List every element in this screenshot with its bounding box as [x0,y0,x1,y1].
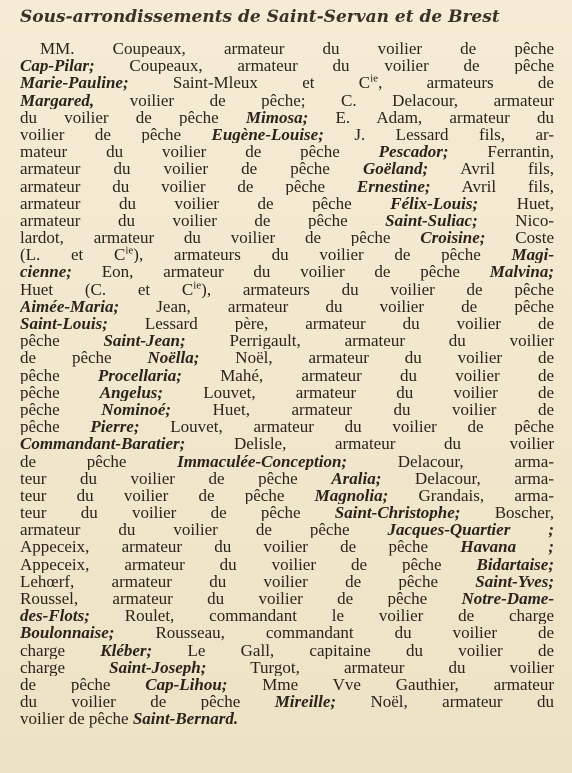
text-segment: Lehœrf, armateur du voilier de pêche [20,572,476,590]
text-segment: Nico- [477,211,554,230]
vessel-name: Saint-Joseph; [109,658,207,676]
text-segment: Mahé, armateur du voilier de [181,366,554,384]
vessel-name: Jacques-Quartier ; [387,521,554,539]
vessel-name: Nominoé; [101,400,172,419]
vessel-name: Margared, [20,91,95,109]
text-segment: Noël, armateur du [336,693,554,711]
text-line [20,126,554,143]
vessel-name: Angelus; [99,383,164,401]
text-line [20,281,554,298]
text-line [20,40,554,57]
text-segment: Roulet, commandant le voilier de charge [89,607,554,625]
text-segment: Ferrantin, [448,143,554,161]
vessel-name: Saint-Jean; [103,332,186,350]
text-segment: teur du voilier de pêche [20,469,332,487]
text-segment: armateur du voilier de pêche [20,521,388,539]
vessel-name: Cap-Pilar; [20,57,95,75]
vessel-name: Aimée-Maria; [20,297,120,315]
vessel-name: Mireille; [274,693,337,711]
text-segment: ), armateurs du voilier de pêche [133,246,512,264]
text-segment: ), armateurs du voilier de pêche [201,280,554,298]
text-line [20,74,554,91]
text-segment: , armateurs de [378,74,554,92]
text-segment: MM. Coupeaux, armateur du voilier de pêche [40,40,554,58]
text-line [20,710,554,727]
text-segment: Roussel, armateur du voilier de pêche [20,590,462,608]
text-segment: Delacour, arma- [381,469,554,487]
vessel-name: Ernestine; [356,177,431,195]
vessel-name: des-Flots; [20,607,90,625]
text-line [20,263,554,280]
text-line [20,229,554,246]
text-segment: pêche [20,366,98,384]
text-segment: voilier de pêche [20,125,212,144]
text-segment: du voilier de pêche [20,693,275,711]
vessel-name: Procellaria; [97,366,182,384]
section-heading: Sous-arrondissements de Saint-Servan et de Brest [20,7,500,27]
text-segment: Louvet, armateur du voilier de pêche [139,418,554,436]
vessel-name: Immaculée-Conception; [177,452,348,470]
text-line [20,607,554,624]
text-segment: pêche [20,400,102,419]
text-line [20,590,554,607]
vessel-name: cienne; [20,263,72,281]
text-segment: Appeceix, armateur du voilier de pêche [20,538,461,556]
text-segment: pêche [20,383,100,401]
text-segment: voilier de pêche; C. Delacour, armateur [94,91,554,109]
text-line [20,315,554,332]
text-segment: Louvet, armateur du voilier de [163,383,554,401]
vessel-name: Saint-Bernard. [132,710,239,728]
text-segment: Appeceix, armateur du voilier de pêche [20,555,477,573]
text-line [20,470,554,487]
text-segment: Grandais, arma- [388,486,554,505]
text-segment: J. Lessard fils, ar- [323,125,554,144]
text-segment: charge [20,658,110,676]
text-line [20,504,554,521]
text-segment: Turgot, armateur du voilier [206,658,554,676]
text-line [20,453,554,470]
text-segment: du voilier de pêche [20,108,246,126]
superscript: ie [125,246,134,257]
superscript: ie [193,280,202,291]
text-line [20,659,554,676]
text-line [20,212,554,229]
vessel-name: Bidartaise; [476,555,554,573]
text-line [20,487,554,504]
text-line [20,401,554,418]
vessel-name: Mimosa; [245,108,309,126]
text-segment: Delacour, arma- [347,452,554,470]
vessel-name: Marie-Pauline; [20,74,129,92]
text-line [20,693,554,710]
text-line [20,367,554,384]
text-segment: Boscher, [460,504,554,522]
text-line [20,676,554,693]
text-segment: teur du voilier de pêche [20,486,315,505]
vessel-name: Saint-Yves; [475,572,554,590]
text-segment: armateur du voilier de pêche [20,177,357,195]
text-line [20,332,554,349]
text-line [20,298,554,315]
vessel-name: Saint-Louis; [20,315,108,333]
vessel-name: Saint-Suliac; [385,211,478,230]
text-segment: teur du voilier de pêche [20,504,335,522]
vessel-name: Noëlla; [147,349,200,367]
vessel-name: Félix-Louis; [390,194,479,212]
text-line [20,624,554,641]
text-segment: lardot, armateur du voilier de pêche [20,229,421,247]
text-segment: Huet, [478,194,554,212]
text-line [20,92,554,109]
text-segment: Noël, armateur du voilier de [199,349,554,367]
text-segment: de pêche [20,349,148,367]
text-segment: Rousseau, commandant du voilier de [114,624,554,642]
text-line [20,349,554,366]
text-line [20,418,554,435]
vessel-name: Croisine; [420,229,486,247]
text-segment: (L. et C [20,246,126,264]
text-segment: Delisle, armateur du voilier [185,435,554,453]
text-line [20,160,554,177]
text-line [20,143,554,160]
vessel-name: Havana ; [460,538,554,556]
vessel-name: Eugène-Louise; [211,125,324,144]
text-segment: de pêche [20,675,146,694]
text-segment: charge [20,641,101,659]
text-segment: E. Adam, armateur du [308,108,554,126]
text-segment: Mme Vve Gauthier, armateur [227,675,554,694]
text-line [20,57,554,74]
text-line [20,195,554,212]
vessel-name: Pierre; [90,418,140,436]
text-segment: Coste [485,229,554,247]
text-segment: Le Gall, capitaine du voilier de [152,641,554,659]
vessel-name: Magi- [511,246,554,264]
vessel-name: Aralia; [331,469,382,487]
superscript: ie [370,74,379,85]
text-segment: pêche [20,418,91,436]
text-segment: Saint-Mleux et C [128,74,371,92]
vessel-name: Kléber; [100,641,153,659]
text-segment: pêche [20,332,104,350]
text-segment: Perrigault, armateur du voilier [185,332,554,350]
text-segment: Avril fils, [430,177,554,195]
vessel-name: Magnolia; [314,486,389,505]
text-line [20,556,554,573]
text-segment: voilier de pêche [20,710,133,728]
article-body [20,40,554,728]
text-segment: Avril fils, [428,160,554,178]
text-segment: mateur du voilier de pêche [20,143,379,161]
text-line [20,246,554,263]
text-segment: armateur du voilier de pêche [20,194,391,212]
text-segment: Coupeaux, armateur du voilier de pêche [94,57,554,75]
text-segment: Huet (C. et C [20,280,194,298]
text-segment: armateur du voilier de pêche [20,211,386,230]
text-line [20,109,554,126]
vessel-name: Boulonnaise; [20,624,115,642]
vessel-name: Notre-Dame- [461,590,554,608]
text-line [20,384,554,401]
text-segment: Huet, armateur du voilier de [171,400,554,419]
text-line [20,642,554,659]
vessel-name: Goëland; [362,160,429,178]
vessel-name: Pescador; [378,143,449,161]
vessel-name: Cap-Lihou; [145,675,228,694]
text-segment: Eon, armateur du voilier de pêche [71,263,490,281]
text-line [20,573,554,590]
text-line [20,178,554,195]
text-line [20,521,554,538]
text-segment: armateur du voilier de pêche [20,160,363,178]
vessel-name: Saint-Christophe; [334,504,461,522]
vessel-name: Malvina; [489,263,554,281]
text-line [20,538,554,555]
text-segment: Jean, armateur du voilier de pêche [119,297,554,315]
text-segment: Lessard père, armateur du voilier de [107,315,554,333]
text-line [20,435,554,452]
text-segment: de pêche [20,452,178,470]
vessel-name: Commandant-Baratier; [20,435,186,453]
